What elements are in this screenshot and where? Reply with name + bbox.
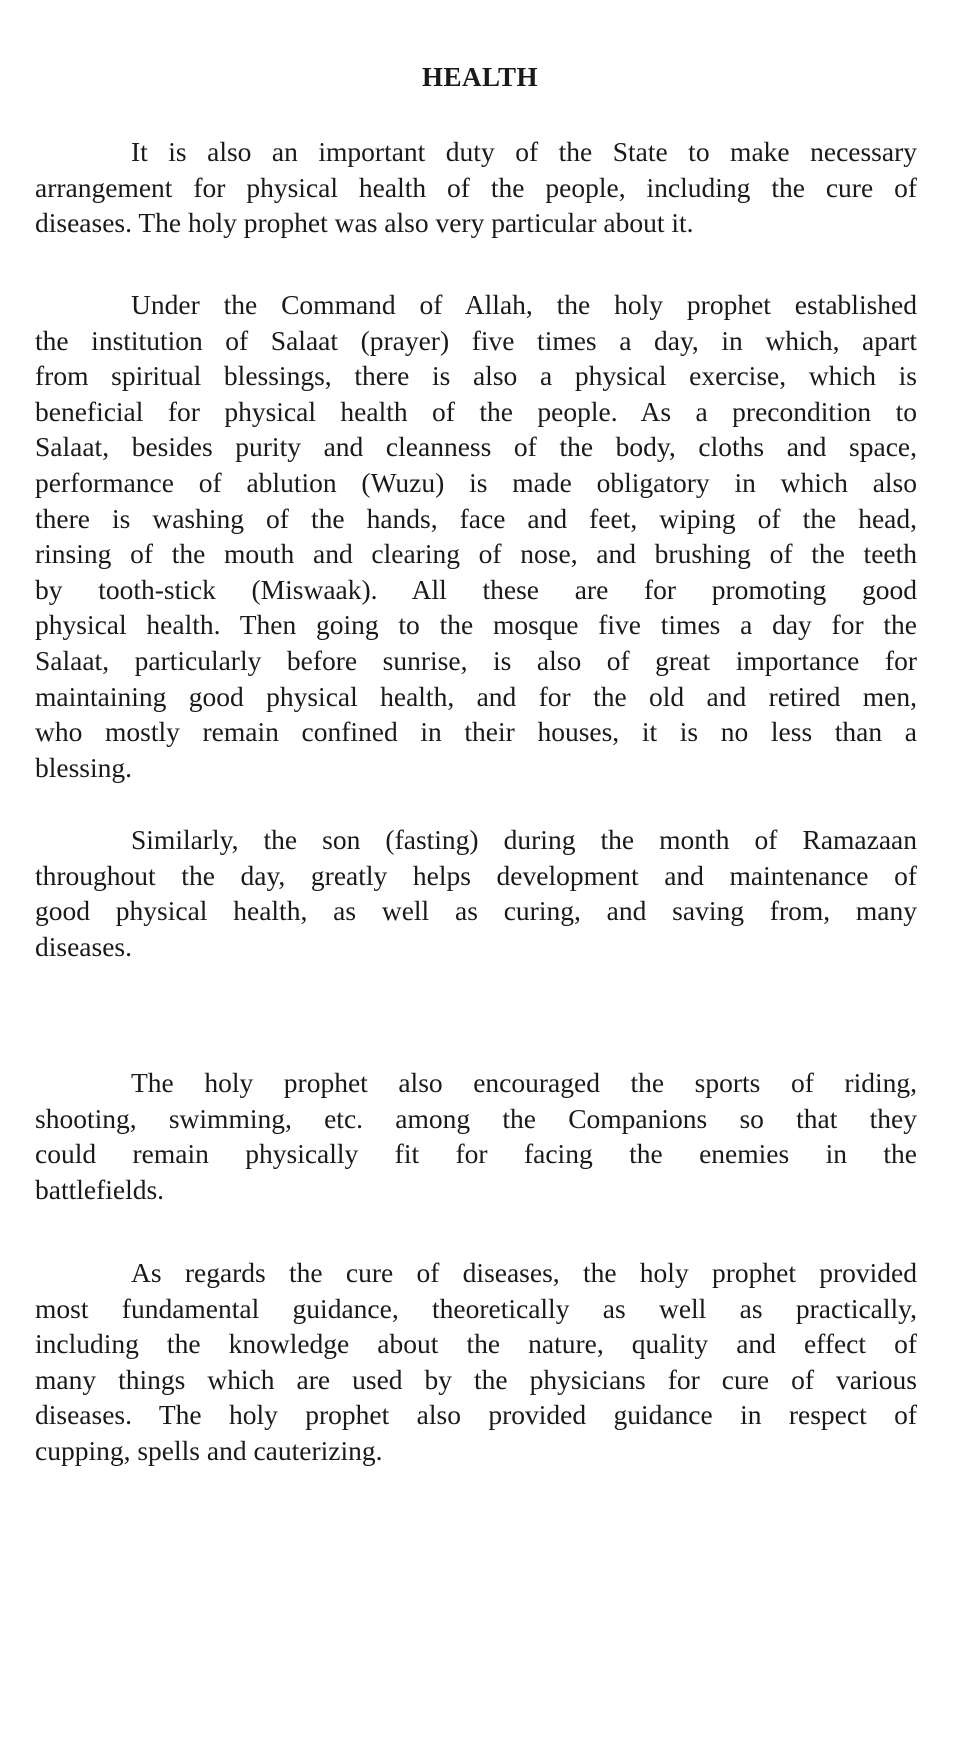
page-title: HEALTH bbox=[421, 62, 539, 92]
paragraph-duty-of-state bbox=[35, 134, 917, 241]
paragraph-fasting bbox=[35, 822, 917, 964]
text-line: shooting, swimming, etc. among the Companions so that they bbox=[35, 1102, 917, 1134]
text-line: most fundamental guidance, theoretically as well as practically, bbox=[35, 1292, 917, 1324]
text-line: It is also an important duty of the State to make necessary bbox=[131, 136, 917, 167]
text-line: performance of ablution (Wuzu) is made obligatory in which also bbox=[35, 466, 917, 498]
text-line: who mostly remain confined in their houses, it is no less than a bbox=[35, 716, 917, 748]
text-line: including the knowledge about the nature, quality and effect of bbox=[35, 1328, 917, 1360]
text-line: physical health. Then going to the mosque five times a day for the bbox=[35, 609, 917, 641]
paragraph-cure bbox=[35, 1255, 917, 1469]
text-line: cupping, spells and cauterizing. bbox=[35, 1434, 383, 1466]
paragraph-sports bbox=[35, 1065, 917, 1207]
text-line: diseases. The holy prophet also provided guidance in respect of bbox=[35, 1399, 917, 1431]
text-line: Salaat, besides purity and cleanness of the body, cloths and space, bbox=[35, 431, 917, 463]
text-line: there is washing of the hands, face and feet, wiping of the head, bbox=[35, 502, 917, 534]
text-line: could remain physically fit for facing the enemies in the bbox=[35, 1138, 917, 1170]
text-line: The holy prophet also encouraged the sports of riding, bbox=[131, 1067, 917, 1098]
text-line: blessing. bbox=[35, 751, 133, 783]
text-line: diseases. bbox=[35, 930, 132, 962]
text-line: beneficial for physical health of the people. As a precondition to bbox=[35, 395, 917, 427]
text-line: rinsing of the mouth and clearing of nose, and brushing of the teeth bbox=[35, 538, 917, 570]
text-line: by tooth-stick (Miswaak). All these are for promoting good bbox=[35, 573, 917, 605]
text-line: As regards the cure of diseases, the holy prophet provided bbox=[131, 1257, 917, 1288]
text-line: the institution of Salaat (prayer) five times a day, in which, apart bbox=[35, 324, 917, 356]
text-line: diseases. The holy prophet was also very particular about it. bbox=[35, 207, 694, 239]
text-line: Similarly, the son (fasting) during the month of Ramazaan bbox=[131, 824, 917, 855]
text-line: maintaining good physical health, and for the old and retired men, bbox=[35, 680, 917, 712]
text-line: throughout the day, greatly helps development and maintenance of bbox=[35, 859, 917, 891]
text-line: battlefields. bbox=[35, 1173, 165, 1205]
paragraph-salaat bbox=[35, 287, 917, 785]
text-line: many things which are used by the physicians for cure of various bbox=[35, 1363, 917, 1395]
text-line: Salaat, particularly before sunrise, is also of great importance for bbox=[35, 644, 917, 676]
text-line: from spiritual blessings, there is also a physical exercise, which is bbox=[35, 360, 917, 392]
text-line: arrangement for physical health of the people, including the cure of bbox=[35, 171, 917, 203]
text-line: Under the Command of Allah, the holy prophet established bbox=[131, 289, 917, 320]
text-line: good physical health, as well as curing, and saving from, many bbox=[35, 895, 917, 927]
